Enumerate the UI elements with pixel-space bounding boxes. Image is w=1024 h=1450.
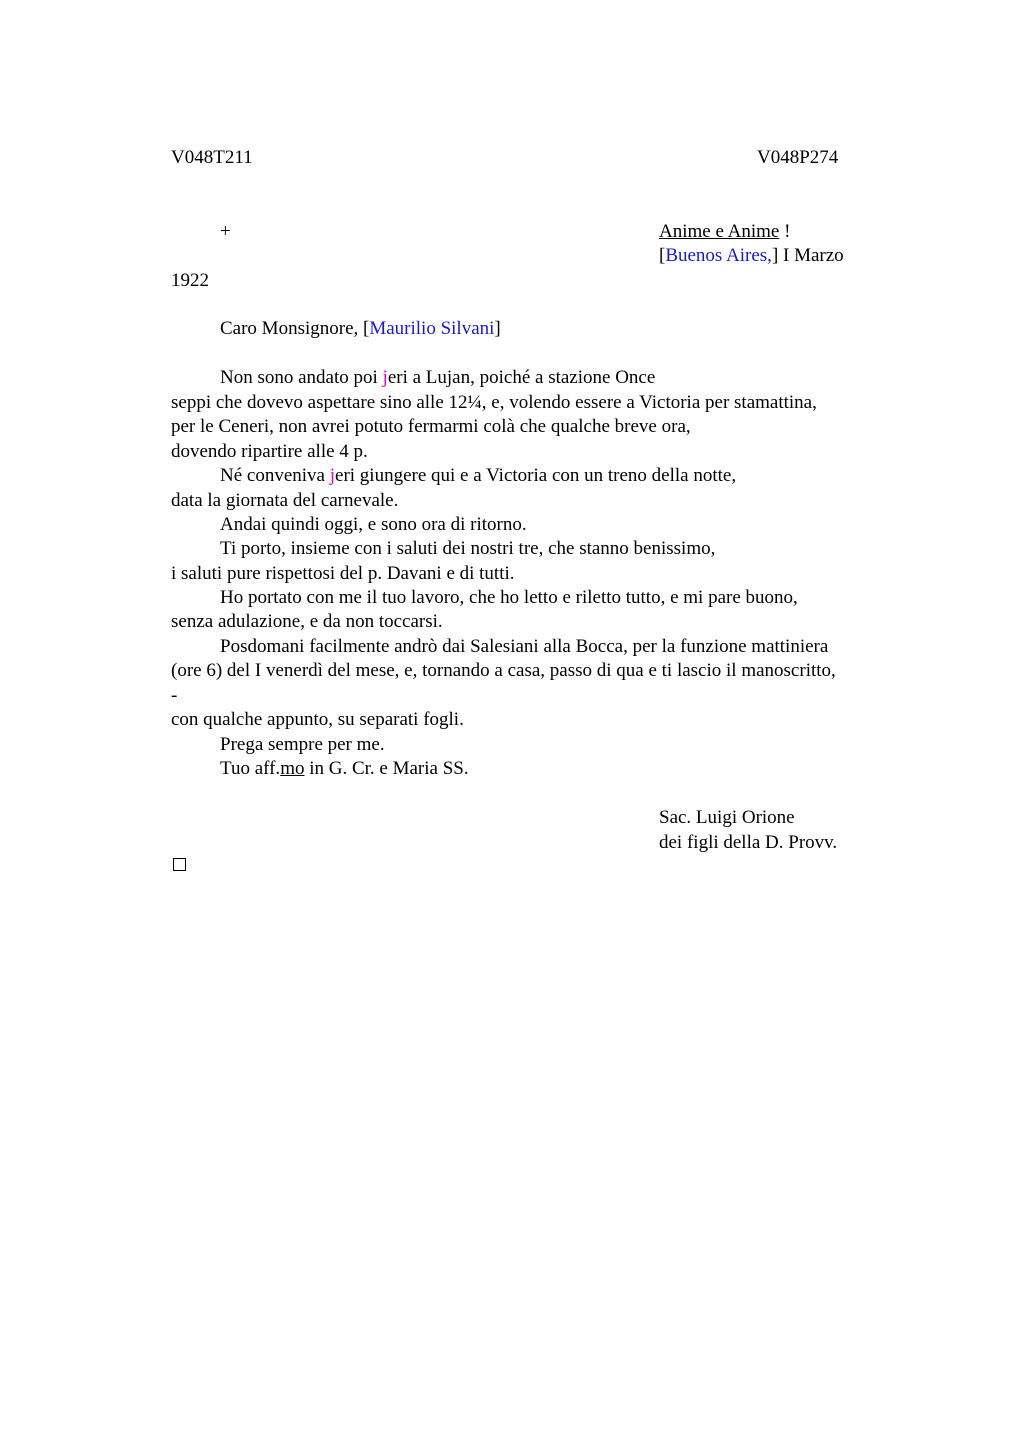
body-line: i saluti pure rispettosi del p. Davani e di tutti. [171, 563, 515, 584]
body-line: senza adulazione, e da non toccarsi. [171, 611, 443, 632]
place-date [659, 244, 844, 268]
body-line-text: Né conveniva [220, 465, 330, 486]
document-code-right: V048P274 [757, 147, 839, 168]
body-line-text: Non sono andato poi [220, 367, 383, 388]
place-bracket-close: ] [771, 245, 779, 266]
body-line [220, 366, 655, 390]
place-name: Buenos Aires, [665, 245, 772, 266]
body-line: Ho portato con me il tuo lavoro, che ho letto e riletto tutto, e mi pare buono, [220, 587, 798, 608]
recipient-bracket-open: [ [363, 318, 370, 339]
recipient-bracket-close: ] [494, 318, 501, 339]
variant-letter: j [382, 367, 388, 388]
body-line: (ore 6) del I venerdì del mese, e, tornando a casa, passo di qua e ti lascio il manoscritto, [171, 660, 836, 681]
document-code-left: V048T211 [171, 147, 253, 168]
body-line: dovendo ripartire alle 4 p. [171, 441, 368, 462]
end-square-icon [173, 858, 186, 871]
body-line-text: eri giungere qui e a Victoria con un treno della notte, [335, 465, 737, 486]
place-bracket-open: [ [659, 245, 666, 266]
closing-text: Tuo aff. [220, 758, 281, 779]
motto-suffix: ! [779, 221, 791, 242]
cross-symbol: + [220, 221, 231, 242]
closing-abbrev: mo [280, 758, 305, 779]
motto [659, 220, 790, 244]
body-line: - [171, 685, 178, 706]
recipient-name: Maurilio Silvani [369, 318, 495, 339]
body-line: Andai quindi oggi, e sono ora di ritorno. [220, 514, 527, 535]
body-line: Posdomani facilmente andrò dai Salesiani alla Bocca, per la funzione mattiniera [220, 636, 829, 657]
body-line-text: eri a Lujan, poiché a stazione Once [387, 367, 656, 388]
variant-letter: j [329, 465, 336, 486]
body-line: per le Ceneri, non avrei potuto fermarmi colà che qualche breve ora, [171, 416, 691, 437]
date-text: I Marzo [778, 245, 844, 266]
signature-name: Sac. Luigi Orione [659, 807, 795, 828]
salutation-text: Caro Monsignore, [220, 318, 364, 339]
body-line: data la giornata del carnevale. [171, 490, 399, 511]
body-line [220, 464, 736, 488]
body-line: seppi che dovevo aspettare sino alle 12¼, e, volendo essere a Victoria per stamattina, [171, 392, 817, 413]
body-line: Ti porto, insieme con i saluti dei nostri tre, che stanno benissimo, [220, 538, 716, 559]
closing-text: in G. Cr. e Maria SS. [304, 758, 469, 779]
body-line: Prega sempre per me. [220, 734, 385, 755]
motto-text: Anime e Anime [659, 221, 780, 242]
date-year: 1922 [171, 270, 209, 291]
signature-title: dei figli della D. Provv. [659, 832, 838, 853]
closing [220, 757, 469, 781]
salutation [220, 317, 501, 341]
body-line: con qualche appunto, su separati fogli. [171, 709, 464, 730]
